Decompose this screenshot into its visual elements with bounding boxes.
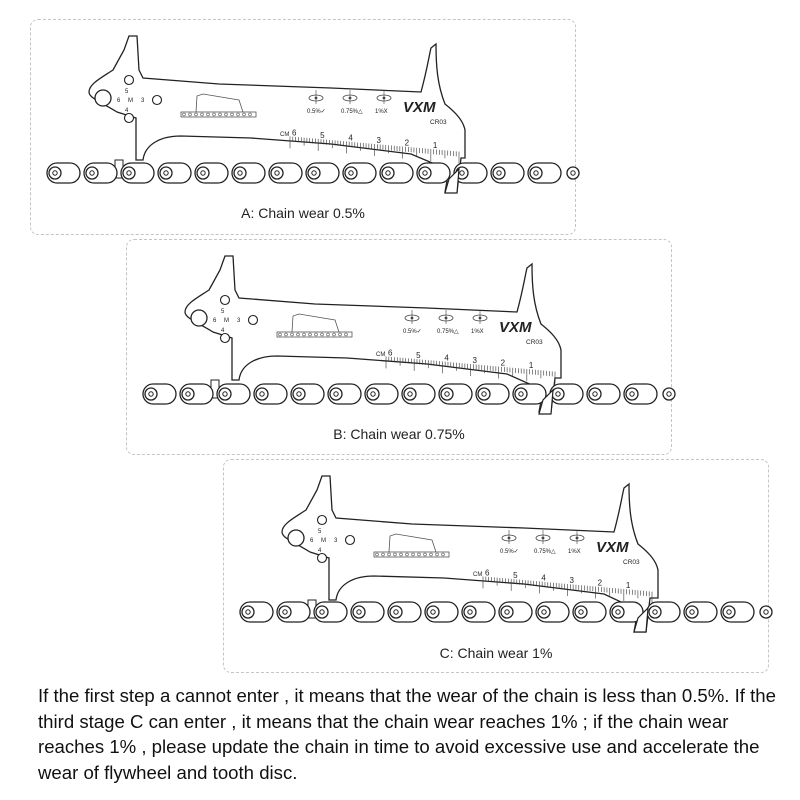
chain-pin bbox=[127, 171, 131, 175]
hole-5 bbox=[221, 296, 230, 305]
caption-a: A: Chain wear 0.5% bbox=[241, 205, 365, 221]
bicycle-chain bbox=[143, 384, 675, 404]
scale-number: 6 bbox=[388, 348, 393, 358]
chain-pin bbox=[690, 610, 694, 614]
scale-number: 1 bbox=[528, 361, 534, 371]
chain-pin bbox=[630, 392, 634, 396]
hole-3 bbox=[346, 536, 355, 545]
chain-pin bbox=[431, 610, 435, 614]
hole-label: 4 bbox=[221, 328, 225, 334]
scale-number: 2 bbox=[404, 138, 410, 148]
hole-label: 3 bbox=[141, 98, 145, 104]
chain-pin bbox=[357, 610, 361, 614]
scale-unit: CM bbox=[473, 572, 483, 578]
chain-pin bbox=[667, 392, 671, 396]
scale-unit: CM bbox=[280, 132, 290, 138]
chain-pin bbox=[408, 392, 412, 396]
chain-pin bbox=[571, 171, 575, 175]
scale-number: 5 bbox=[416, 351, 421, 361]
bicycle-chain bbox=[47, 163, 579, 183]
chain-pin bbox=[223, 392, 227, 396]
chain-pin bbox=[423, 171, 427, 175]
chain-pin bbox=[238, 171, 242, 175]
brand-logo: VXM bbox=[403, 99, 436, 116]
chain-pin bbox=[349, 171, 353, 175]
chain-pin bbox=[394, 610, 398, 614]
wear-mark-label: 0.75%△ bbox=[341, 109, 363, 115]
hole-label: 5 bbox=[221, 309, 225, 315]
hole-label: 4 bbox=[125, 108, 129, 114]
chain-pin bbox=[275, 171, 279, 175]
chain-pin bbox=[593, 392, 597, 396]
chain-pin bbox=[149, 392, 153, 396]
chain-pin bbox=[497, 171, 501, 175]
wear-mark-label: 0.5%✓ bbox=[307, 109, 326, 115]
chain-pin bbox=[727, 610, 731, 614]
wear-mark-label: 0.5%✓ bbox=[500, 549, 519, 555]
model-label: CR03 bbox=[526, 339, 543, 346]
hole-label: 6 bbox=[213, 318, 217, 324]
brand-logo: VXM bbox=[596, 539, 629, 556]
chain-pin bbox=[312, 171, 316, 175]
chain-pin bbox=[616, 610, 620, 614]
scale-number: 5 bbox=[320, 131, 325, 141]
hole-5 bbox=[125, 76, 134, 85]
hole-3 bbox=[249, 316, 258, 325]
chain-pin bbox=[186, 392, 190, 396]
chain-checker-diagram-b bbox=[127, 240, 671, 454]
hole-label: M bbox=[128, 98, 133, 104]
hole-4 bbox=[221, 334, 230, 343]
chain-pin bbox=[260, 392, 264, 396]
chain-pin bbox=[460, 171, 464, 175]
hole-label: 4 bbox=[318, 548, 322, 554]
scale-number: 5 bbox=[513, 571, 518, 581]
scale-number: 4 bbox=[444, 353, 449, 363]
wear-mark-label: 0.5%✓ bbox=[403, 329, 422, 335]
wear-mark-label: 1%X bbox=[471, 329, 484, 335]
caption-b: B: Chain wear 0.75% bbox=[333, 426, 465, 442]
hole-4 bbox=[125, 114, 134, 123]
hole-label: 6 bbox=[117, 98, 121, 104]
scale-unit: CM bbox=[376, 352, 386, 358]
bicycle-chain bbox=[240, 602, 772, 622]
chain-pin bbox=[482, 392, 486, 396]
hole-label: M bbox=[321, 538, 326, 544]
chain-pin bbox=[297, 392, 301, 396]
hole-5 bbox=[318, 516, 327, 525]
model-label: CR03 bbox=[430, 119, 447, 126]
scale-number: 1 bbox=[432, 141, 438, 151]
chain-pin bbox=[320, 610, 324, 614]
hole-label: 5 bbox=[125, 89, 129, 95]
scale-number: 3 bbox=[472, 356, 477, 366]
scale-number: 6 bbox=[292, 128, 297, 138]
hole-4 bbox=[318, 554, 327, 563]
scale-number: 4 bbox=[541, 573, 546, 583]
chain-pin bbox=[542, 610, 546, 614]
wear-mark-label: 1%X bbox=[375, 109, 388, 115]
chain-pin bbox=[579, 610, 583, 614]
hole-label: M bbox=[224, 318, 229, 324]
large-hole bbox=[95, 90, 111, 106]
chain-checker-diagram-c bbox=[224, 460, 768, 672]
chain-pin bbox=[53, 171, 57, 175]
panel-c bbox=[223, 459, 769, 673]
hole-label: 6 bbox=[310, 538, 314, 544]
hole-label: 5 bbox=[318, 529, 322, 535]
wear-mark-label: 1%X bbox=[568, 549, 581, 555]
chain-pin bbox=[519, 392, 523, 396]
chain-pin bbox=[164, 171, 168, 175]
chain-pin bbox=[556, 392, 560, 396]
chain-pin bbox=[90, 171, 94, 175]
chain-checker-diagram-a bbox=[31, 20, 575, 234]
wear-mark-label: 0.75%△ bbox=[437, 329, 459, 335]
chain-pin bbox=[764, 610, 768, 614]
brand-logo: VXM bbox=[499, 319, 532, 336]
scale-number: 2 bbox=[500, 358, 506, 368]
chain-pin bbox=[445, 392, 449, 396]
chain-pin bbox=[653, 610, 657, 614]
instructions-text: If the first step a cannot enter , it means that the wear of the chain is less than 0.5%. If the third stage C can enter , it means that the chain wear reaches 1% ; if the chain wear reaches 1% , please update the chain in time to avoid excessive use and accelerate the wear of flywheel and tooth disc. bbox=[38, 685, 776, 783]
hole-3 bbox=[153, 96, 162, 105]
scale-number: 6 bbox=[485, 568, 490, 578]
large-hole bbox=[288, 530, 304, 546]
chain-pin bbox=[534, 171, 538, 175]
chain-pin bbox=[505, 610, 509, 614]
chain-pin bbox=[246, 610, 250, 614]
chain-pin bbox=[283, 610, 287, 614]
scale-number: 3 bbox=[376, 136, 381, 146]
chain-pin bbox=[386, 171, 390, 175]
scale-number: 2 bbox=[597, 578, 603, 588]
hole-label: 3 bbox=[237, 318, 241, 324]
wear-mark-label: 0.75%△ bbox=[534, 549, 556, 555]
chain-pin bbox=[468, 610, 472, 614]
panel-a bbox=[30, 19, 576, 235]
chain-pin bbox=[371, 392, 375, 396]
scale-number: 3 bbox=[569, 576, 574, 586]
large-hole bbox=[191, 310, 207, 326]
hole-label: 3 bbox=[334, 538, 338, 544]
scale-number: 1 bbox=[625, 581, 631, 591]
scale-number: 4 bbox=[348, 133, 353, 143]
model-label: CR03 bbox=[623, 559, 640, 566]
panel-b bbox=[126, 239, 672, 455]
chain-pin bbox=[201, 171, 205, 175]
chain-pin bbox=[334, 392, 338, 396]
caption-c: C: Chain wear 1% bbox=[439, 645, 553, 661]
